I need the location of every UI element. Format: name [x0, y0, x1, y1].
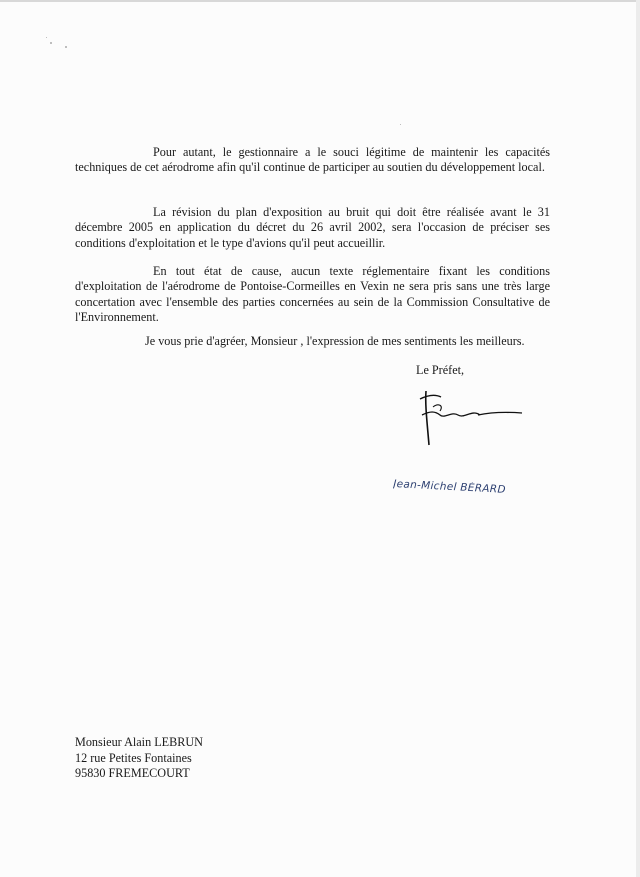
scan-speck — [400, 124, 401, 125]
scan-speck — [65, 46, 67, 48]
recipient-street: 12 rue Petites Fontaines — [75, 750, 192, 765]
scan-speck — [50, 42, 52, 44]
paragraph-text: La révision du plan d'exposition au bruit qui doit être réalisée avant le 31 décembre 2005 en application du décret du 26 avril 2002, sera l'occasion de préciser ses conditions d'exploitation et le type d'avions qu'il peut accueillir. — [75, 205, 550, 250]
paragraph-capacities — [75, 145, 550, 176]
recipient-city: 95830 FREMECOURT — [75, 766, 190, 780]
signer-title: Le Préfet, — [416, 363, 465, 377]
paragraph-text: En tout état de cause, aucun texte réglementaire fixant les conditions d'exploitation de l'aérodrome de Pontoise-Cormeilles en Vexin ne sera pris sans une très large concertation avec l'ensemble des parties concernées au sein de la Commission Consultative de l'Environnement. — [75, 264, 550, 325]
scan-right-edge — [636, 0, 640, 877]
closing-formula: Je vous prie d'agréer, Monsieur , l'expression de mes sentiments les meilleurs. — [145, 334, 525, 348]
paragraph-noise-plan — [75, 205, 550, 251]
handwritten-signature — [400, 385, 530, 447]
signer-name-stamp: Jean-Michel BÉRARD — [392, 478, 507, 496]
paragraph-consultation — [75, 264, 550, 326]
scan-speck — [46, 37, 47, 38]
recipient-name: Monsieur Alain LEBRUN — [75, 735, 203, 749]
paragraph-text: Pour autant, le gestionnaire a le souci légitime de maintenir les capacités techniques de cet aérodrome afin qu'il continue de participer au soutien du développement local. — [75, 145, 550, 175]
scan-top-edge — [0, 0, 640, 2]
recipient-address — [75, 735, 203, 782]
